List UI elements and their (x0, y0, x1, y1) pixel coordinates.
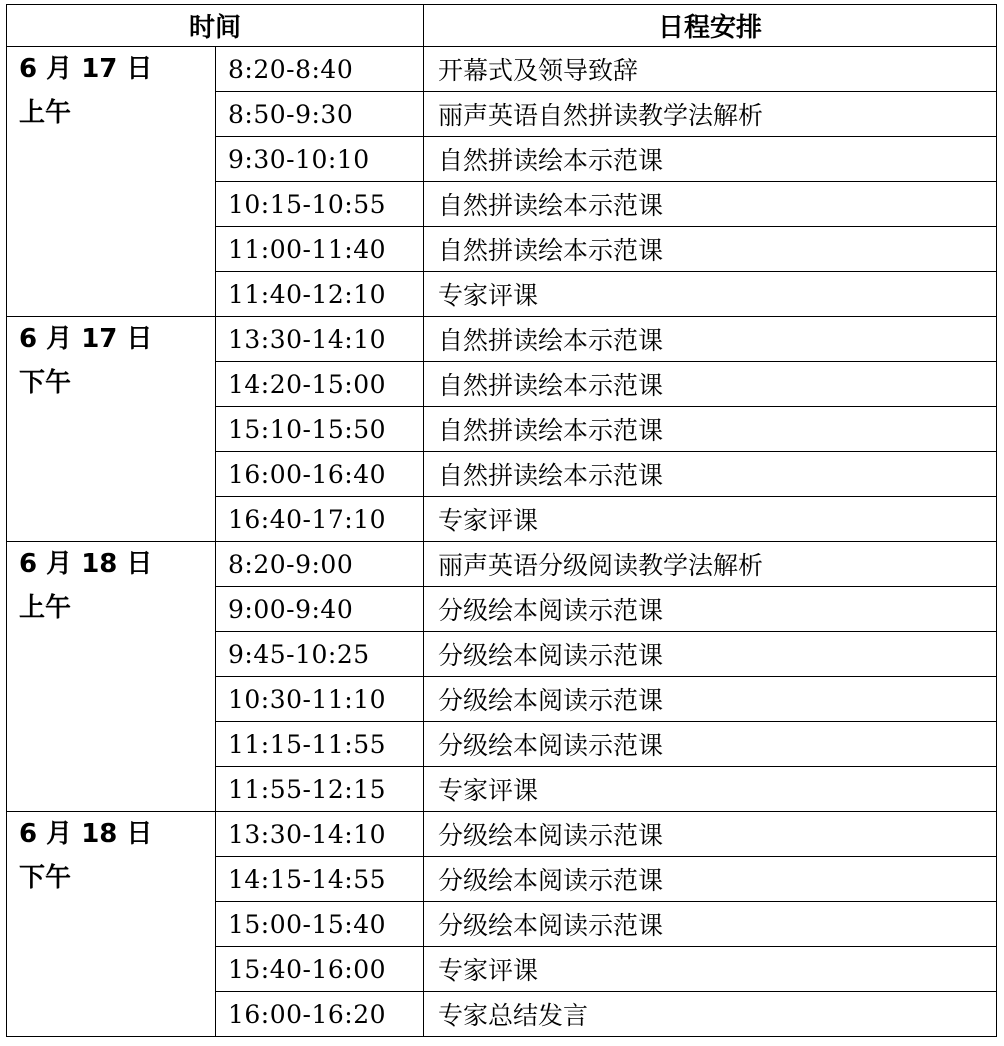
time-cell: 13:30-14:10 (216, 812, 424, 857)
schedule-body (7, 47, 997, 1037)
session-cell (7, 47, 216, 317)
activity-cell: 分级绘本阅读示范课 (424, 587, 997, 632)
time-cell: 11:00-11:40 (216, 227, 424, 272)
header-time: 时间 (7, 5, 424, 47)
header-schedule: 日程安排 (424, 5, 997, 47)
table-row (7, 812, 997, 857)
time-cell: 10:15-10:55 (216, 182, 424, 227)
session-date: 6 月 17 日 (19, 54, 153, 84)
session-date: 6 月 18 日 (19, 819, 153, 849)
session-period: 下午 (19, 863, 72, 893)
time-cell: 11:55-12:15 (216, 767, 424, 812)
time-cell: 8:20-9:00 (216, 542, 424, 587)
table-row (7, 542, 997, 587)
activity-cell: 专家评课 (424, 272, 997, 317)
time-cell: 14:15-14:55 (216, 857, 424, 902)
activity-cell: 自然拼读绘本示范课 (424, 317, 997, 362)
time-cell: 15:40-16:00 (216, 947, 424, 992)
time-cell: 9:30-10:10 (216, 137, 424, 182)
activity-cell: 分级绘本阅读示范课 (424, 857, 997, 902)
activity-cell: 分级绘本阅读示范课 (424, 722, 997, 767)
activity-cell: 开幕式及领导致辞 (424, 47, 997, 92)
time-cell: 11:15-11:55 (216, 722, 424, 767)
time-cell: 16:00-16:20 (216, 992, 424, 1037)
time-cell: 14:20-15:00 (216, 362, 424, 407)
time-cell: 8:20-8:40 (216, 47, 424, 92)
session-cell (7, 542, 216, 812)
session-date: 6 月 17 日 (19, 324, 153, 354)
time-cell: 9:45-10:25 (216, 632, 424, 677)
activity-cell: 专家总结发言 (424, 992, 997, 1037)
session-period: 上午 (19, 98, 72, 128)
session-period: 下午 (19, 368, 72, 398)
activity-cell: 分级绘本阅读示范课 (424, 677, 997, 722)
session-period: 上午 (19, 593, 72, 623)
time-cell: 9:00-9:40 (216, 587, 424, 632)
table-row (7, 47, 997, 92)
activity-cell: 自然拼读绘本示范课 (424, 407, 997, 452)
activity-cell: 专家评课 (424, 767, 997, 812)
time-cell: 16:40-17:10 (216, 497, 424, 542)
session-cell (7, 812, 216, 1037)
time-cell: 16:00-16:40 (216, 452, 424, 497)
activity-cell: 丽声英语自然拼读教学法解析 (424, 92, 997, 137)
activity-cell: 自然拼读绘本示范课 (424, 452, 997, 497)
schedule-table (6, 4, 997, 1037)
time-cell: 8:50-9:30 (216, 92, 424, 137)
activity-cell: 专家评课 (424, 947, 997, 992)
activity-cell: 分级绘本阅读示范课 (424, 812, 997, 857)
activity-cell: 分级绘本阅读示范课 (424, 632, 997, 677)
activity-cell: 专家评课 (424, 497, 997, 542)
activity-cell: 自然拼读绘本示范课 (424, 137, 997, 182)
time-cell: 13:30-14:10 (216, 317, 424, 362)
activity-cell: 分级绘本阅读示范课 (424, 902, 997, 947)
activity-cell: 丽声英语分级阅读教学法解析 (424, 542, 997, 587)
time-cell: 15:10-15:50 (216, 407, 424, 452)
activity-cell: 自然拼读绘本示范课 (424, 362, 997, 407)
activity-cell: 自然拼读绘本示范课 (424, 182, 997, 227)
time-cell: 10:30-11:10 (216, 677, 424, 722)
header-row (7, 5, 997, 47)
time-cell: 11:40-12:10 (216, 272, 424, 317)
activity-cell: 自然拼读绘本示范课 (424, 227, 997, 272)
time-cell: 15:00-15:40 (216, 902, 424, 947)
session-date: 6 月 18 日 (19, 549, 153, 579)
session-cell (7, 317, 216, 542)
table-row (7, 317, 997, 362)
